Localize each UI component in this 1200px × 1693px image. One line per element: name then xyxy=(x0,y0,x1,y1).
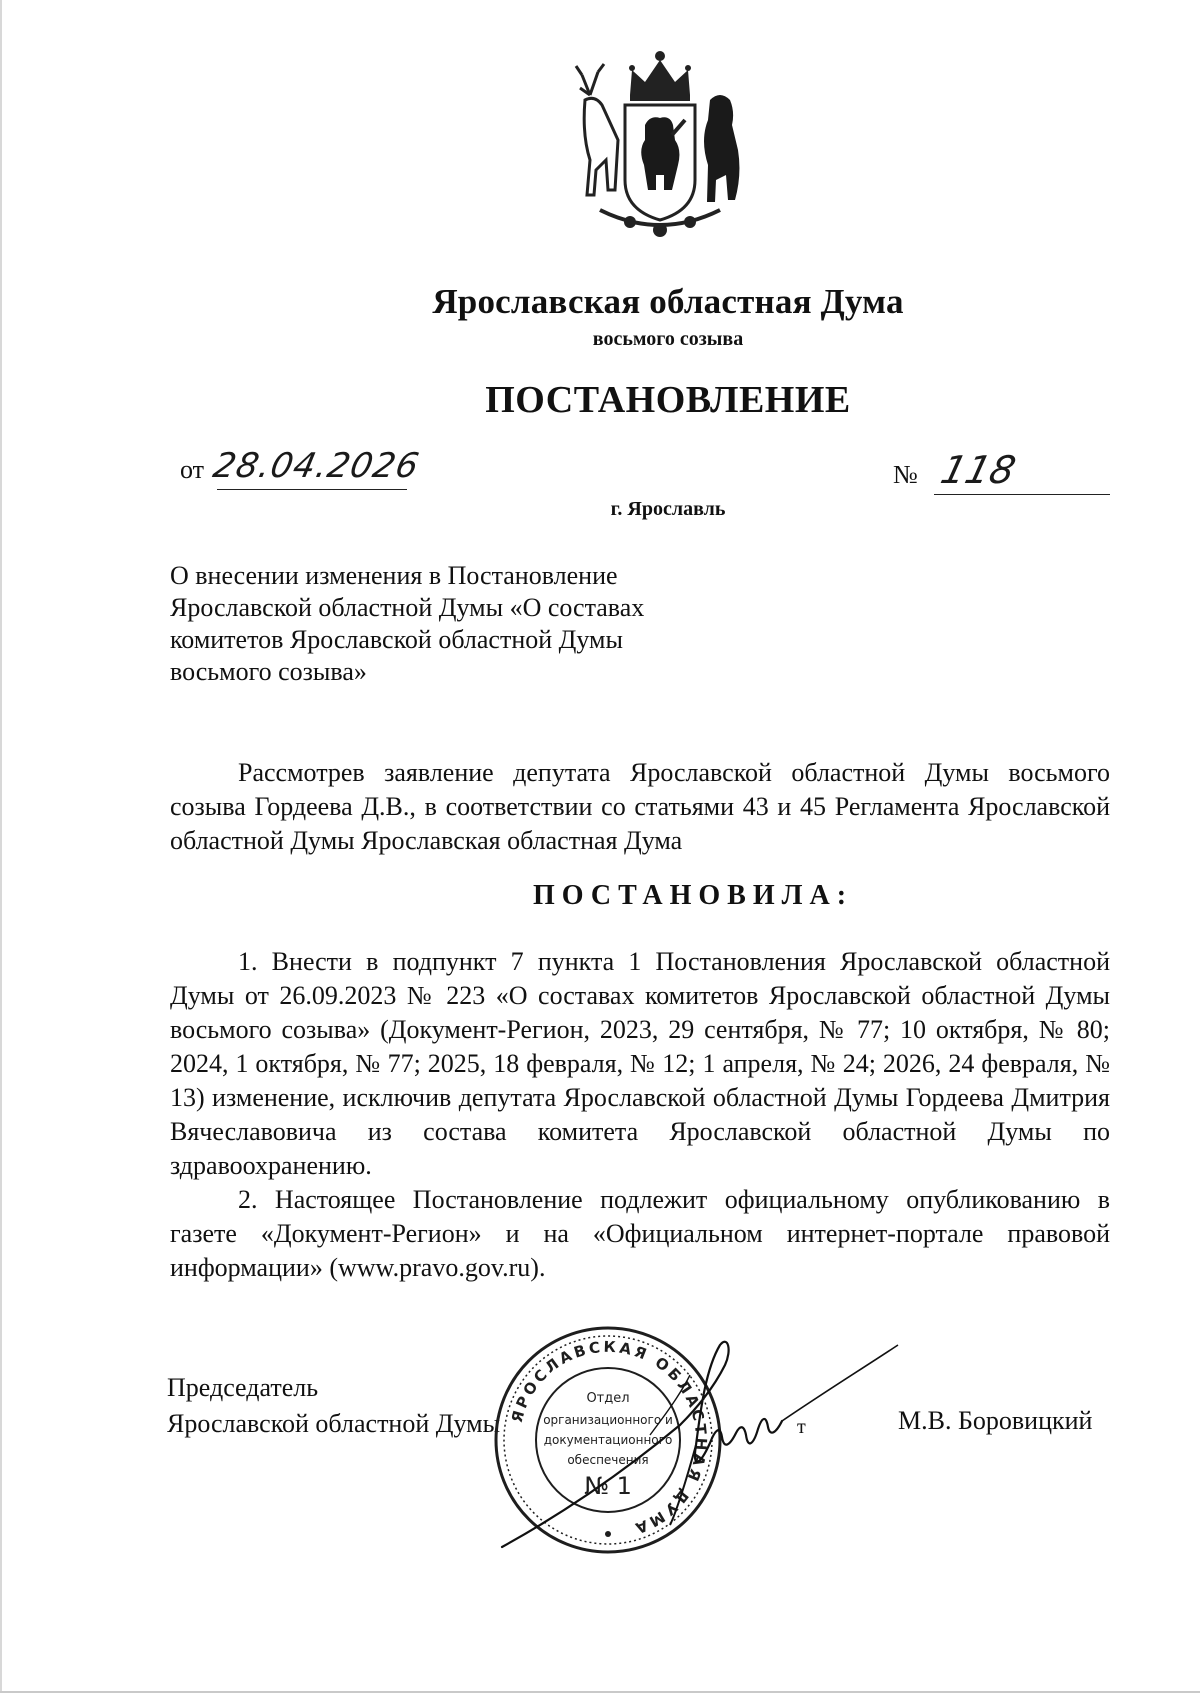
item-paragraph-1: 1. Внести в подпункт 7 пункта 1 Постановления Ярославской областной Думы от 26.09.2023 № 223 «О составах комитетов Ярославской областной Думы восьмого созыва» (Документ-Регион, 2023, 29 сентября, № 77; 10 октября, № 80; 2024, 1 октября, № 77; 2025, 18 февраля, № 12; 1 апреля, № 24; 2026, 24 февраля, № 13) изменение, исключив депутата Ярославской областной Думы Гордеева Дмитрия Вячеславовича из состава комитета Ярославской областной Думы по здравоохранению. xyxy=(170,947,1110,1180)
signature-mark: т xyxy=(797,1416,806,1438)
convocation: восьмого созыва xyxy=(592,328,744,350)
city: г. Ярославль xyxy=(610,498,726,520)
signatory-position-line1: Председатель xyxy=(167,1373,319,1402)
preamble-paragraph: Рассмотрев заявление депутата Ярославской областной Думы восьмого созыва Гордеева Д.В., в соответствии со статьями 43 и 45 Регламента Ярославской областной Думы Ярославская областная Дума xyxy=(170,758,1110,855)
preamble-block xyxy=(170,756,1110,858)
document-number: 118 xyxy=(936,448,1021,492)
scan-edge xyxy=(0,0,2,1693)
document-type-title: ПОСТАНОВЛЕНИЕ xyxy=(485,379,851,421)
stamp-line-4: обеспечения xyxy=(567,1453,649,1467)
organization-name: Ярославская областная Дума xyxy=(432,282,904,321)
number-underline xyxy=(934,494,1110,495)
signatory-position-line2: Ярославской областной Думы xyxy=(167,1409,501,1438)
number-prefix: № xyxy=(893,460,918,489)
signatory-name: М.В. Боровицкий xyxy=(898,1406,1093,1435)
item-paragraph-2: 2. Настоящее Постановление подлежит официальному опубликованию в газете «Документ-Регион» и на «Официальном интернет-портале правовой информации» (www.pravo.gov.ru). xyxy=(170,1185,1110,1282)
items-block xyxy=(170,945,1110,1285)
document-subject: О внесении изменения в Постановление Ярославской областной Думы «О составах комитетов Ярославской областной Думы восьмого созыва» xyxy=(170,561,645,686)
stamp-line-2: организационного и xyxy=(543,1413,673,1427)
stamp-line-3: документационного xyxy=(543,1433,673,1447)
handwritten-signature-icon xyxy=(500,1325,910,1555)
stamp-number: № 1 xyxy=(584,1472,632,1500)
signatory-position xyxy=(167,1370,500,1442)
date-underline xyxy=(217,489,407,490)
date-prefix: от xyxy=(180,455,205,484)
stamp-line-1: Отдел xyxy=(586,1391,630,1406)
coat-of-arms-icon xyxy=(560,40,760,240)
decided-heading: ПОСТАНОВИЛА: xyxy=(532,880,854,911)
stamp-ring-text: ЯРОСЛАВСКАЯ ОБЛАСТНАЯ ДУМА xyxy=(507,1337,711,1539)
document-date: 28.04.2026 xyxy=(209,446,423,486)
